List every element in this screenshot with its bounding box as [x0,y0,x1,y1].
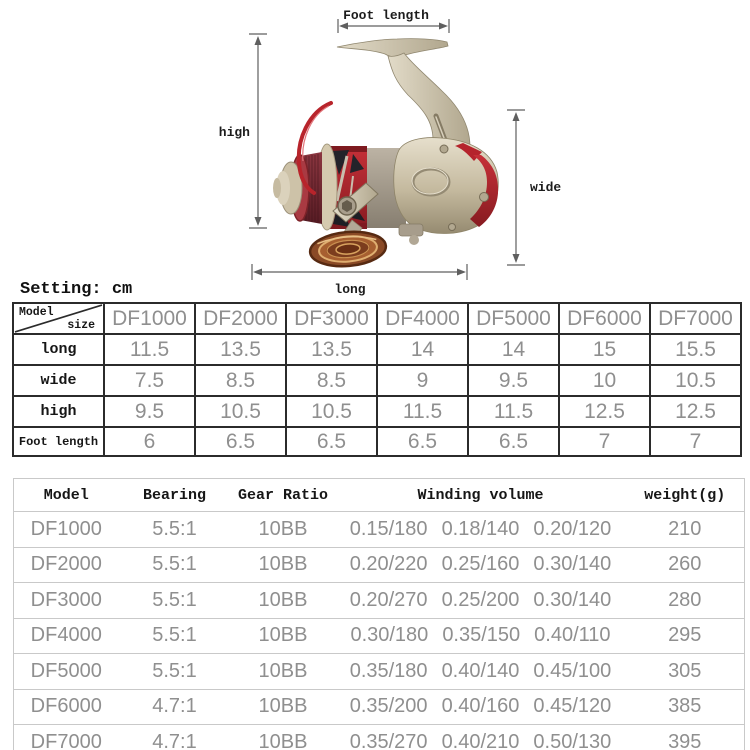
spec-gear-ratio-cell: 10BB [231,583,336,619]
spec-gear-ratio-cell: 10BB [231,618,336,654]
winding-volume-value: 0.15/180 [349,517,428,540]
wide-label: wide [530,180,562,195]
size-table-row [13,334,741,365]
size-table-value: 9 [377,365,468,396]
size-table-value: 12.5 [650,396,741,427]
spec-table-column-header: Winding volume [417,486,544,504]
reel-body [394,138,498,245]
winding-volume-value: 0.35/270 [349,730,428,750]
spec-table-column-header: weight(g) [644,486,726,504]
spec-model-cell: DF1000 [14,512,119,548]
spec-bearing-cell: 4.7:1 [119,725,231,750]
winding-volume-value: 0.45/120 [533,695,612,718]
spec-weight-cell: 395 [626,725,745,750]
foot-length-label: Foot length [343,8,429,23]
size-table-model-header: DF2000 [195,303,286,334]
spec-bearing-cell: 5.5:1 [119,547,231,583]
long-label: long [334,282,366,297]
spec-table-column-header: Gear Ratio [237,486,328,504]
spec-gear-ratio-cell: 10BB [231,547,336,583]
size-table-value: 15.5 [650,334,741,365]
winding-volume-value: 0.45/100 [533,659,612,682]
winding-volume-value: 0.20/220 [349,553,428,576]
size-table-value: 8.5 [195,365,286,396]
size-table-value: 11.5 [377,396,468,427]
reel-foot [337,39,470,147]
size-table-value: 13.5 [286,334,377,365]
winding-volume-value: 0.40/160 [441,695,520,718]
spec-winding-volume-cell [336,689,626,725]
size-table-row [13,396,741,427]
spec-winding-volume-cell [336,725,626,750]
size-table-value: 7 [559,427,650,456]
product-diagram [0,0,750,300]
dimension-foot-length [338,8,449,33]
spec-table-row [14,583,745,619]
size-table-value: 6.5 [286,427,377,456]
winding-volume-value: 0.40/140 [441,659,520,682]
size-table-header-row [13,303,741,334]
size-table-value: 13.5 [195,334,286,365]
spec-winding-volume-cell [336,618,626,654]
winding-volume-value: 0.50/130 [533,730,612,750]
spec-weight-cell: 260 [626,547,745,583]
size-table [12,302,742,457]
size-table-value: 14 [377,334,468,365]
size-table-value: 11.5 [468,396,559,427]
size-table-value: 9.5 [468,365,559,396]
size-table-value: 15 [559,334,650,365]
spec-winding-volume-cell [336,547,626,583]
spec-model-cell: DF2000 [14,547,119,583]
spec-weight-cell: 385 [626,689,745,725]
size-table-value: 6 [104,427,195,456]
spec-winding-volume-cell [336,512,626,548]
size-table-value: 10.5 [195,396,286,427]
winding-volume-value: 0.25/160 [441,553,520,576]
size-table-model-header: DF1000 [104,303,195,334]
winding-volume-value: 0.30/180 [350,624,429,647]
size-table-value: 10 [559,365,650,396]
spec-weight-cell: 305 [626,654,745,690]
size-table-value: 10.5 [286,396,377,427]
spec-table [13,478,745,750]
size-table-value: 12.5 [559,396,650,427]
size-table-row-label: long [13,334,104,365]
size-table-value: 10.5 [650,365,741,396]
spec-model-cell: DF4000 [14,618,119,654]
dimension-long [252,264,467,297]
spec-table-row [14,618,745,654]
size-table-value: 7 [650,427,741,456]
spec-bearing-cell: 5.5:1 [119,512,231,548]
winding-volume-value: 0.25/200 [441,588,520,611]
setting-unit-label: Setting: cm [20,280,133,299]
spec-table-row [14,689,745,725]
spec-bearing-cell: 4.7:1 [119,689,231,725]
spec-table-row [14,654,745,690]
winding-volume-value: 0.35/180 [349,659,428,682]
spec-table-row [14,512,745,548]
spec-weight-cell: 295 [626,618,745,654]
dimension-wide [507,110,561,265]
size-table-model-header: DF5000 [468,303,559,334]
winding-volume-value: 0.18/140 [441,517,520,540]
reel-illustration [273,39,498,270]
spec-table-row [14,547,745,583]
size-table-value: 9.5 [104,396,195,427]
size-table-model-header: DF3000 [286,303,377,334]
dimension-high [219,34,267,228]
spec-gear-ratio-cell: 10BB [231,725,336,750]
spec-table-header-row [14,479,745,512]
winding-volume-value: 0.20/120 [533,517,612,540]
size-table-model-header: DF7000 [650,303,741,334]
size-table-row-label: Foot length [13,427,104,456]
reel-drag-cap [273,162,302,214]
size-table-model-header: DF4000 [377,303,468,334]
high-label: high [218,125,250,140]
spec-gear-ratio-cell: 10BB [231,512,336,548]
size-table-corner-cell [13,303,104,334]
size-table-value: 11.5 [104,334,195,365]
corner-label-model: Model [19,306,54,319]
spec-bearing-cell: 5.5:1 [119,654,231,690]
winding-volume-value: 0.20/270 [349,588,428,611]
spec-model-cell: DF5000 [14,654,119,690]
size-table-value: 8.5 [286,365,377,396]
size-table-value: 14 [468,334,559,365]
spec-model-cell: DF3000 [14,583,119,619]
size-table-value: 7.5 [104,365,195,396]
spec-model-cell: DF7000 [14,725,119,750]
size-table-model-header: DF6000 [559,303,650,334]
spec-winding-volume-cell [336,583,626,619]
winding-volume-value: 0.30/140 [533,553,612,576]
winding-volume-value: 0.40/110 [534,624,611,647]
size-table-value: 6.5 [377,427,468,456]
size-table-row-label: high [13,396,104,427]
spec-table-column-header: Model [43,486,89,504]
size-table-row-label: wide [13,365,104,396]
winding-volume-value: 0.35/200 [349,695,428,718]
spec-weight-cell: 280 [626,583,745,619]
spec-gear-ratio-cell: 10BB [231,689,336,725]
spec-bearing-cell: 5.5:1 [119,583,231,619]
spec-bearing-cell: 5.5:1 [119,618,231,654]
size-table-row [13,427,741,456]
wood-knob [309,229,388,269]
corner-label-size: size [67,319,95,332]
spec-model-cell: DF6000 [14,689,119,725]
size-table-value: 6.5 [195,427,286,456]
spec-weight-cell: 210 [626,512,745,548]
spec-table-row [14,725,745,750]
size-table-value: 6.5 [468,427,559,456]
spec-table-column-header: Bearing [142,486,206,504]
winding-volume-value: 0.30/140 [533,588,612,611]
spec-gear-ratio-cell: 10BB [231,654,336,690]
winding-volume-value: 0.40/210 [441,730,520,750]
winding-volume-value: 0.35/150 [442,624,521,647]
size-table-row [13,365,741,396]
spec-winding-volume-cell [336,654,626,690]
